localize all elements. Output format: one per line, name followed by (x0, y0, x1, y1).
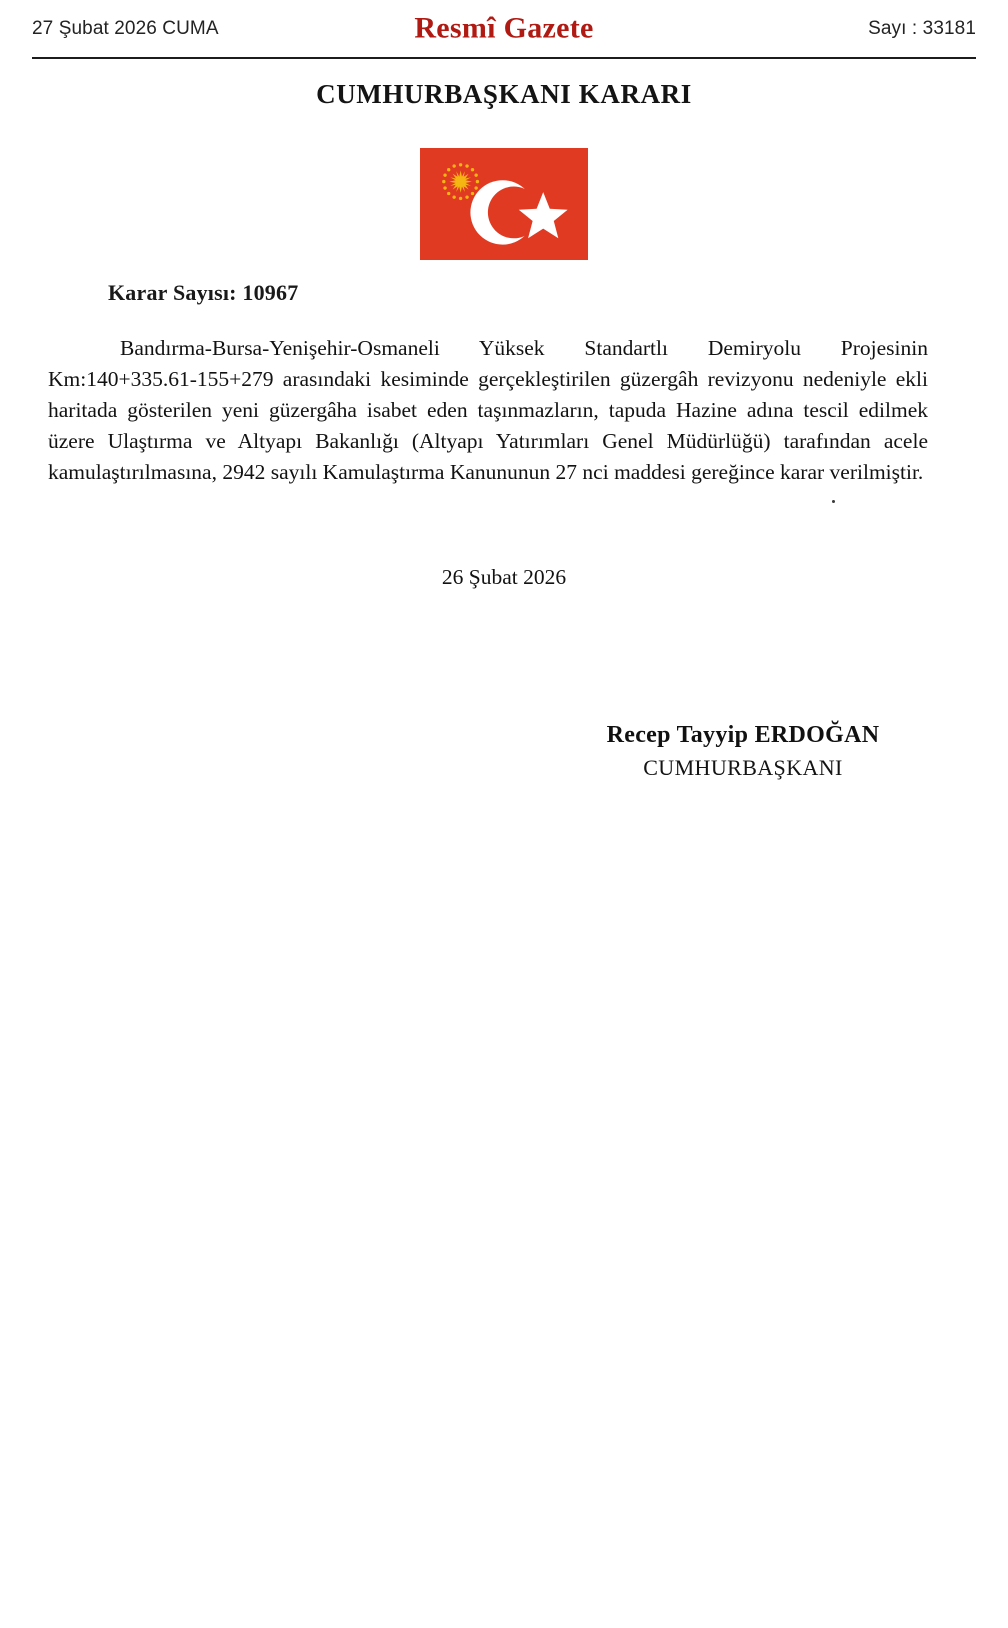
signing-date: 26 Şubat 2026 (441, 565, 567, 589)
document-body (48, 333, 928, 488)
page-title: CUMHURBAŞKANI KARARI (316, 79, 692, 109)
masthead-title: Resmî Gazete (414, 11, 594, 45)
turkish-presidential-flag-icon (420, 148, 588, 260)
signatory-role: CUMHURBAŞKANI (643, 755, 843, 780)
masthead (0, 0, 1008, 58)
masthead-date: 27 Şubat 2026 CUMA (32, 18, 219, 39)
decision-text: Bandırma-Bursa-Yenişehir-Osmaneli Yüksek Standartlı Demiryolu Projesinin Km:140+335.61-155+279 arasındaki kesiminde gerçekleştirilen güzergâh revizyonu nedeniyle ekli haritada gösterilen yeni güzergâha isabet eden taşınmazların, tapuda Hazine adına tescil edilmek üzere Ulaştırma ve Altyapı Bakanlığı (Altyapı Yatırımları Genel Müdürlüğü) tarafından acele kamulaştırılmasına, 2942 sayılı Kamulaştırma Kanununun 27 nci maddesi gereğince karar verilmiştir. (48, 336, 928, 484)
ink-speck (832, 500, 835, 503)
signature-block (508, 719, 978, 783)
decision-number: Karar Sayısı: 10967 (108, 280, 299, 305)
emblem-container (0, 148, 1008, 260)
masthead-issue-number: Sayı : 33181 (868, 18, 976, 39)
signatory-name: Recep Tayyip ERDOĞAN (606, 722, 880, 748)
masthead-divider (32, 57, 976, 59)
